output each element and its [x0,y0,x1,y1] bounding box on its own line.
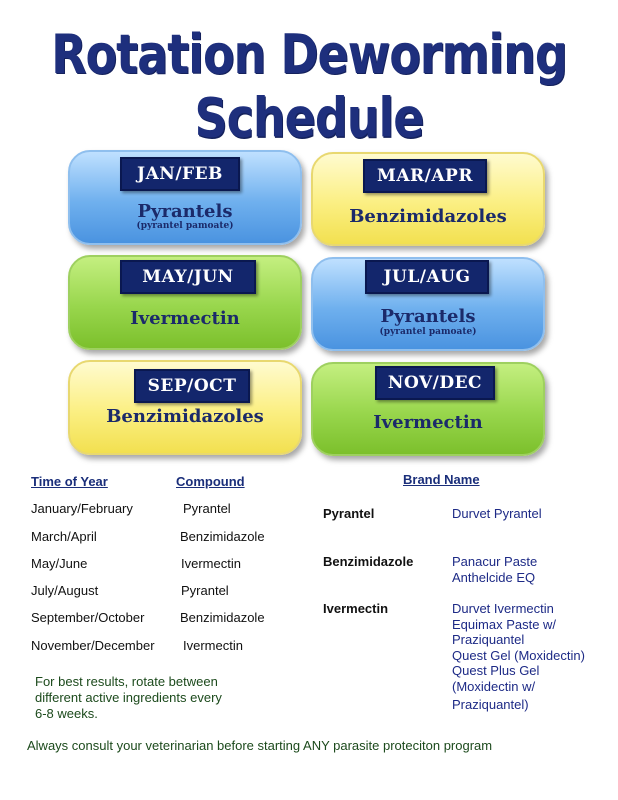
consult-vet-note: Always consult your veterinarian before starting ANY parasite proteciton program [27,738,493,753]
schedule-compound: Ivermectin [183,638,243,653]
schedule-time: September/October [31,610,145,625]
drug-subtitle: (pyrantel pamoate) [379,327,477,337]
brand-line: Panacur Paste [452,554,538,569]
schedule-time: January/February [31,501,133,516]
rotation-tip-line: 6-8 weeks. [35,706,98,721]
brand-compound: Benzimidazole [323,554,414,569]
schedule-compound: Pyrantel [181,583,229,598]
brand-compound: Pyrantel [323,506,375,521]
card-nov-dec [311,362,545,456]
rotation-tip-line: different active ingredients every [35,690,222,705]
rotation-tip [35,674,222,722]
schedule-time: July/August [31,583,99,598]
brand-list [452,554,537,585]
drug-name: Benzimidazoles [349,206,507,227]
time-of-year-header: Time of Year [31,474,108,489]
drug-name: Pyrantels [137,201,233,222]
period-badge: JAN/FEB [120,157,240,191]
schedule-time: November/December [31,638,155,653]
card-jul-aug [311,257,545,351]
brand-list [452,506,542,522]
drug-subtitle: (pyrantel pamoate) [136,221,234,231]
schedule-compound: Ivermectin [181,556,241,571]
card-may-jun [68,255,302,350]
schedule-time: March/April [31,529,97,544]
page-title: Rotation Deworming Schedule [51,22,567,150]
brand-line: Equimax Paste w/ [452,616,557,632]
brand-name-header: Brand Name [403,472,480,487]
drug-name: Ivermectin [130,308,240,329]
drug-name: Pyrantels [380,306,476,327]
brand-line: Durvet Ivermectin [452,601,554,616]
brand-line: (Moxidectin w/ [452,678,536,694]
brand-line: Quest Plus Gel [452,663,540,678]
brand-line: Quest Gel (Moxidectin) [452,647,585,663]
card-sep-oct [68,360,302,455]
schedule-time: May/June [31,556,88,571]
brand-line: Praziquantel [452,632,525,647]
card-jan-feb [68,150,302,245]
brand-line: Durvet Pyrantel [452,506,542,521]
schedule-compound: Pyrantel [183,501,231,516]
brand-line: Praziquantel) [452,697,529,712]
brand-line: Anthelcide EQ [452,569,536,585]
period-badge: SEP/OCT [134,369,250,403]
drug-name: Ivermectin [373,412,483,433]
card-mar-apr [311,152,545,246]
period-badge: MAR/APR [363,159,487,193]
period-badge: NOV/DEC [375,366,495,400]
rotation-tip-line: For best results, rotate between [35,674,218,689]
drug-name: Benzimidazoles [106,406,264,427]
period-badge: MAY/JUN [120,260,256,294]
schedule-compound: Benzimidazole [180,529,265,544]
brand-list [452,601,585,713]
period-badge: JUL/AUG [365,260,489,294]
schedule-compound: Benzimidazole [180,610,265,625]
brand-compound: Ivermectin [323,601,389,616]
compound-header: Compound [176,474,245,489]
